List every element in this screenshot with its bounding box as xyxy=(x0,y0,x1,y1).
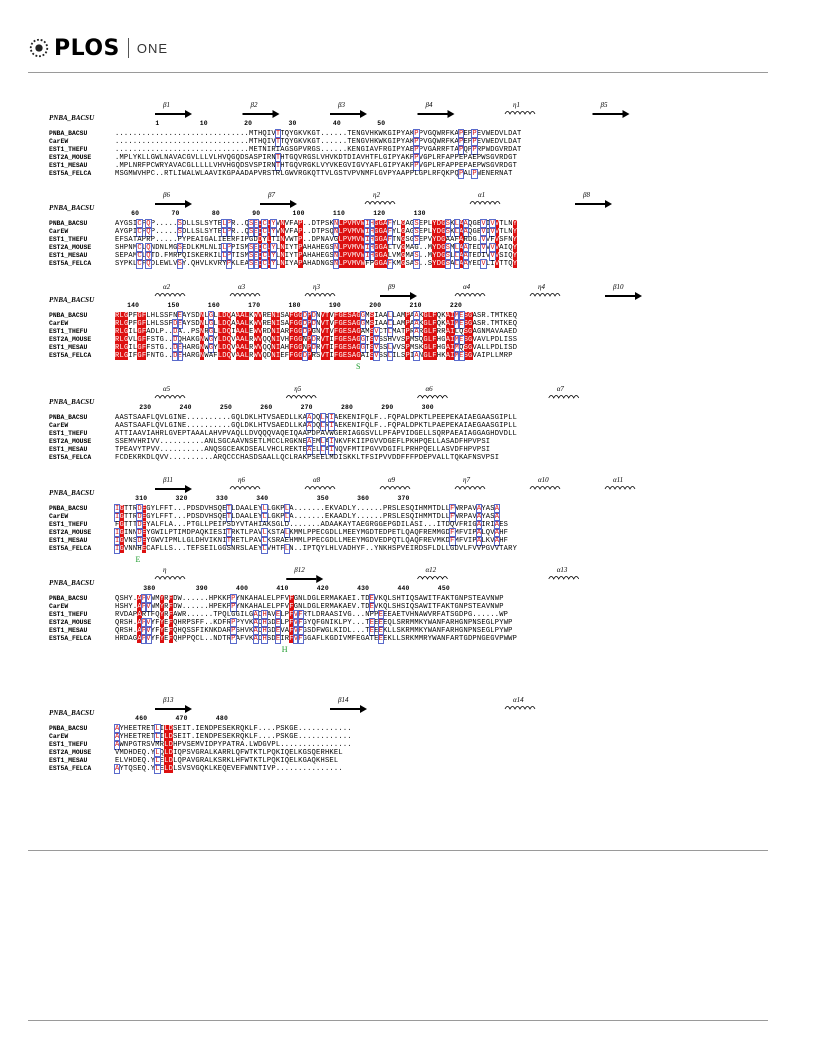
numbering-text: 60 70 80 90 100 110 120 130 xyxy=(115,210,426,217)
sequence-row xyxy=(0,446,800,454)
beta-strand-head xyxy=(410,292,417,300)
secondary-structure-row xyxy=(0,100,800,122)
helix-coil xyxy=(230,487,260,490)
beta-strand-head xyxy=(448,110,455,118)
sequence-name: EST1_MESAU xyxy=(49,344,88,351)
sequence-row xyxy=(0,220,800,228)
sequence-name: EST2A_MOUSE xyxy=(49,438,92,445)
publisher-name: PLOS xyxy=(54,35,120,61)
sequence-row xyxy=(0,635,800,643)
ss-label: α8 xyxy=(313,476,321,484)
helix-coil xyxy=(418,396,448,399)
sequence-row xyxy=(0,260,800,268)
ss-label: α3 xyxy=(238,283,246,291)
ss-label: α6 xyxy=(425,385,433,393)
position-numbers xyxy=(0,120,800,128)
sequence-name: EST2A_MOUSE xyxy=(49,529,92,536)
numbering-text: 230 240 250 260 270 280 290 300 xyxy=(115,404,434,411)
catalytic-residue-mark: S xyxy=(356,362,361,371)
sequence-name: EST1_MESAU xyxy=(49,627,88,634)
reference-label: PNBA_BACSU xyxy=(49,709,95,717)
ss-label: α14 xyxy=(513,696,524,704)
catalytic-residue-mark: H xyxy=(281,645,288,654)
reference-label: PNBA_BACSU xyxy=(49,204,95,212)
sequence-name: EST5A_FELCA xyxy=(49,545,92,552)
sequence-row xyxy=(0,749,800,757)
sequence-row xyxy=(0,454,800,462)
sequence-residues: RVDAPARTFQYRFAWR......TPQLGGILGACHAVELPFVFRTLDRAASIVG...NPPEEEAETVHNAWVRFATSGDPG......WP xyxy=(115,611,509,619)
sequence-name: EST1_MESAU xyxy=(49,162,88,169)
sequence-name: EST1_THEFU xyxy=(49,236,88,243)
ss-label: η3 xyxy=(313,283,320,291)
helix-coil xyxy=(549,396,579,399)
sequence-row xyxy=(0,603,800,611)
sequence-name: PNBA_BACSU xyxy=(49,595,88,602)
sequence-name: PNBA_BACSU xyxy=(49,220,88,227)
sequence-row xyxy=(0,537,800,545)
sequence-residues: QRSH.APVYFYEFQHRPSFF..KDFRPPYVKADHGDELPFVFGYQFGNIKLPY...TEEEEQLSRRMMKYWANFARHGNPNSEGLPYWP xyxy=(115,619,513,627)
sequence-name: EST1_THEFU xyxy=(49,328,88,335)
sequence-residues: QRSH.APVYFYEFQHQSSFIKNKDARPSHVKADHGDEVAFVFGSDFWGLKIDL...TEEEKLLSKRMMKYWANFARHGNPNSEGLPYWP xyxy=(115,627,513,635)
helix-coil xyxy=(605,487,635,490)
sequence-row xyxy=(0,422,800,430)
helix-coil xyxy=(505,112,535,115)
secondary-structure-row xyxy=(0,565,800,587)
sequence-name: CarEW xyxy=(49,422,69,429)
sequence-residues: FCDEKRKDLQVV..........ARQCCCHASDSAALLQCLRAKPSEELMDISKKLTFSIPVVDDFFFPDEPVALLTQKAFNSVPSI xyxy=(115,454,500,462)
ss-label: η7 xyxy=(463,476,470,484)
ss-label: β1 xyxy=(163,101,170,109)
sequence-residues: ELVHDEQ.YLELDLQPAVGRALKSRKLHFWTKTLPQKIQELKGAQKHSEL xyxy=(115,757,339,765)
helix-coil xyxy=(380,487,410,490)
secondary-structure-row xyxy=(0,695,800,717)
helix-coil xyxy=(365,202,395,205)
sequence-name: CarEW xyxy=(49,733,69,740)
ss-label: β12 xyxy=(294,566,305,574)
sequence-row xyxy=(0,162,800,170)
sequence-name: EST2A_MOUSE xyxy=(49,619,92,626)
secondary-structure-row xyxy=(0,475,800,497)
beta-strand-head xyxy=(605,200,612,208)
helix-coil xyxy=(530,487,560,490)
ss-label: α12 xyxy=(425,566,437,574)
sequence-row xyxy=(0,430,800,438)
sequence-residues: IGTTRDEGYLFFT...PDSDVHSQETLDAALEYLLGKPLA.......EKVADLY......PRSLESQIHMMTDLLFWRPAVAYASA xyxy=(115,505,500,513)
sequence-name: EST5A_FELCA xyxy=(49,454,92,461)
helix-coil xyxy=(505,707,535,710)
sequence-residues: ATTIAAVIAHRLGVEPTAAALAHVPVAQLLDVQQQVAQEIQAAPDPAVWGERIAGGSVLLPFAPVIDGELLSQRPAEAIAGGAGHDVDLL xyxy=(115,430,518,438)
sequence-residues: RLGIFGFFNTG..DEHARGNWAFLDQVAALRWVQDNIEFFGGDPRSVTIFGESAGAISVSSLILSPIANGLFHKAIMESGVAIPLLMRP xyxy=(115,352,513,360)
sequence-row xyxy=(0,611,800,619)
sequence-residues: IGTTRDEGYLFFT...PDSDVHSQETLDAALEYLLGKPLA.......EKAADLY......PRSLESQIHMMTDLLFWRPAVAYASA xyxy=(115,513,500,521)
sequence-residues: AYHEETRETLILDSEIT.IENDPESEKRQKLF....PSKGE............ xyxy=(115,733,352,741)
sequence-name: CarEW xyxy=(49,228,69,235)
sequence-name: EST5A_FELCA xyxy=(49,170,92,177)
sequence-name: EST1_MESAU xyxy=(49,757,88,764)
secondary-structure-row xyxy=(0,384,800,406)
helix-coil xyxy=(418,577,448,580)
sequence-row xyxy=(0,328,800,336)
sequence-row xyxy=(0,619,800,627)
sequence-row xyxy=(0,244,800,252)
ss-label: β8 xyxy=(583,191,590,199)
sequence-name: EST5A_FELCA xyxy=(49,352,92,359)
sequence-residues: AASTSAAFLQVLGINE..........GQLDKLHTVSAEDLLKAADQLRIAEKENIFQLF..FQPALDPKTLPEEPEKAIAEGAASGIPLL xyxy=(115,414,518,422)
numbering-text: 380 390 400 410 420 430 440 450 xyxy=(115,585,450,592)
sequence-name: EST1_MESAU xyxy=(49,446,88,453)
ss-label: η6 xyxy=(238,476,245,484)
sequence-row xyxy=(0,725,800,733)
beta-strand-head xyxy=(273,110,280,118)
ss-label: α13 xyxy=(556,566,568,574)
position-numbers xyxy=(0,210,800,218)
sequence-row xyxy=(0,765,800,773)
sequence-row xyxy=(0,521,800,529)
ss-label: β6 xyxy=(163,191,170,199)
sequence-row xyxy=(0,320,800,328)
sequence-row xyxy=(0,414,800,422)
ss-label: β10 xyxy=(613,283,624,291)
sequence-residues: SHPNMCLQNDNLMGSEDLKMLNLILPPISMSEDCLYLNIYTPAHAHEGSNLPVMVWIHGGALTVGMAG..MYDGSMLAATEDVVVVAIQY xyxy=(115,244,518,252)
sequence-name: EST2A_MOUSE xyxy=(49,749,92,756)
reference-label: PNBA_BACSU xyxy=(49,489,95,497)
helix-coil xyxy=(155,396,185,399)
sequence-row xyxy=(0,545,800,553)
sequence-residues: QSHY.APVWMYRFDW......HPKKPPYNKAHALELPFVFGNLDGLERMAKAEI.TDEVKQLSHTIQSAWITFAKTGNPSTEAVNWP xyxy=(115,595,504,603)
sequence-row xyxy=(0,733,800,741)
sequence-row xyxy=(0,130,800,138)
position-numbers xyxy=(0,715,800,723)
sequence-row xyxy=(0,170,800,178)
position-numbers xyxy=(0,302,800,310)
sequence-name: EST1_THEFU xyxy=(49,430,88,437)
beta-strand-head xyxy=(360,110,367,118)
sequence-residues: AYGSICPQP.....SDLLSLSYTELPR..QSEDCLYVNVFAP..DTPSKNLPVMVWIHGGAFYLGAGSEPLYDGSKLAAQGEVIVVTLNY xyxy=(115,220,518,228)
sequence-residues: MSGMWVHPC..RTLIWALWLAAVIKGPAADAPVRSTRLGWVRGKQTTVLGSTVPVNMFLGVPYAAPPLGPLRFQKPQPALPWENERNAT xyxy=(115,170,513,178)
beta-strand-head xyxy=(185,110,192,118)
sequence-row xyxy=(0,757,800,765)
sequence-residues: IGINNDEYGWILPTIMDPAQKIESITRKTLPAVLKSTALKMMLPPECGDLLMEEYMGDTEDPETLQAQFREMMGDFMFVIPALQVAHF xyxy=(115,529,509,537)
sequence-name: CarEW xyxy=(49,320,69,327)
beta-strand-head xyxy=(290,200,297,208)
sequence-name: PNBA_BACSU xyxy=(49,414,88,421)
sequence-name: EST1_THEFU xyxy=(49,611,88,618)
sequence-row xyxy=(0,741,800,749)
figure-bottom-rule xyxy=(28,850,768,851)
reference-label: PNBA_BACSU xyxy=(49,579,95,587)
sequence-row xyxy=(0,352,800,360)
sequence-residues: RLGVLGFFSTG..DQHAKGNWGYLDQVAALRWVQQNIVHFGGNPDRVTIFGESAGGTSVSSHVVSPMSQGLFHGAIMESGVAVLPDLISS xyxy=(115,336,518,344)
sequence-residues: AYTQSEQ.YLELDLSVSVGQKLKEQEVEFWNNTIVP............... xyxy=(115,765,343,773)
numbering-text: 140 150 160 170 180 190 200 210 220 xyxy=(115,302,463,309)
sequence-row xyxy=(0,252,800,260)
sequence-name: CarEW xyxy=(49,603,69,610)
sequence-residues: IGVNSDEYGWVIPMLLGLDHVIKNITRETLPAVLKSRAEHMMLPPECGDLLMEEYMGDVEDPQTLQAQFREVMKDFMFVIPALKVAHF xyxy=(115,537,509,545)
ss-label: α4 xyxy=(463,283,471,291)
numbering-text: 460 470 480 xyxy=(115,715,228,722)
ss-label: η1 xyxy=(513,101,520,109)
helix-coil xyxy=(155,577,185,580)
position-numbers xyxy=(0,495,800,503)
sequence-row xyxy=(0,146,800,154)
position-numbers xyxy=(0,404,800,412)
sequence-residues: .MPLNRFPCWRYAVACGLLLLLVHVHGQDSVSPIRNTHTGQVRGKLVYVKEGVIGVYAFLGIPYAKPPVGPLRFAPPEPAEPWSGVRDGT xyxy=(115,162,518,170)
sequence-name: PNBA_BACSU xyxy=(49,312,88,319)
catalytic-residue-mark: E xyxy=(135,555,141,564)
ss-label: η2 xyxy=(373,191,380,199)
sequence-name: EST2A_MOUSE xyxy=(49,244,92,251)
sequence-residues: RLGILGFADLP..DA..PSNRGLLDQIAALEWVRDNIARFGGDPGNVTVFGESAGAMSVCTLMATPRARGLFRRAILQSGAGNMAVAAED xyxy=(115,328,518,336)
position-numbers xyxy=(0,585,800,593)
helix-coil xyxy=(305,487,335,490)
ss-label: α5 xyxy=(163,385,171,393)
sequence-name: PNBA_BACSU xyxy=(49,725,88,732)
sequence-row xyxy=(0,312,800,320)
sequence-row xyxy=(0,154,800,162)
sequence-row xyxy=(0,438,800,446)
sequence-row xyxy=(0,138,800,146)
ss-label: α2 xyxy=(163,283,171,291)
ss-label: β2 xyxy=(250,101,258,109)
sequence-name: EST2A_MOUSE xyxy=(49,154,92,161)
sequence-residues: .MPLYKLLGWLNAVACGVLLLVLHVQGQDSASPIRNTHTGQVRGSLVHVKDTDIAVHTFLGIPYAKPPVGPLRFAPPEPAEPWSGVRDGT xyxy=(115,154,518,162)
sequence-residues: HRDAGAPVYFYEFQHPPQCL..NDTRPAFVKADHSDEIRFVFGGAFLKGDIVMFEGATEEEKLLSRKMMRYWANFARTGDPNGEGVPWWP xyxy=(115,635,518,643)
sequence-residues: AWNPGTRSVMRLDHPVSEMVIDPYPATRA.LWDGVPL................ xyxy=(115,741,352,749)
helix-coil xyxy=(230,294,260,297)
sequence-row xyxy=(0,513,800,521)
helix-coil xyxy=(305,294,335,297)
sequence-row xyxy=(0,344,800,352)
ss-label: η4 xyxy=(538,283,545,291)
sequence-name: EST1_MESAU xyxy=(49,252,88,259)
sequence-residues: RLGPFGFLHLSSFNEAYSDNLGLLDQAAALKWVRENISAFGGDPDNVTVFGESAGGMSIAALLAMPAAKGLFQKAIMESGASR.TMTKEQ xyxy=(115,312,518,320)
ss-label: α9 xyxy=(388,476,396,484)
sequence-name: EST5A_FELCA xyxy=(49,765,92,772)
sequence-row xyxy=(0,627,800,635)
ss-label: β5 xyxy=(600,101,608,109)
sequence-row xyxy=(0,336,800,344)
beta-strand-head xyxy=(316,575,323,583)
sequence-name: EST1_THEFU xyxy=(49,146,88,153)
sequence-name: EST1_THEFU xyxy=(49,521,88,528)
sequence-residues: SSEMVHRIVV..........ANLSGCAAVNSETLMCCLRGKNEAEMLAINKVFKIIPGVVDGEFLPKHPQELLASADFHPVPSI xyxy=(115,438,491,446)
sequence-name: PNBA_BACSU xyxy=(49,130,88,137)
beta-strand-head xyxy=(185,485,192,493)
page-footer-rule xyxy=(28,1020,768,1021)
ss-label: α11 xyxy=(613,476,624,484)
helix-coil xyxy=(549,577,579,580)
ss-label: β7 xyxy=(268,191,275,199)
ss-label: β9 xyxy=(388,283,395,291)
numbering-text: 310 320 330 340 350 360 370 xyxy=(115,495,410,502)
sequence-row xyxy=(0,595,800,603)
sequence-name: PNBA_BACSU xyxy=(49,505,88,512)
sequence-name: EST5A_FELCA xyxy=(49,260,92,267)
journal-name: ONE xyxy=(136,40,169,56)
beta-strand-head xyxy=(185,200,192,208)
secondary-structure-row xyxy=(0,190,800,212)
ss-label: β11 xyxy=(163,476,173,484)
sequence-name: EST2A_MOUSE xyxy=(49,336,92,343)
sequence-residues: TPEAVYTPVV..........ANQSGCEAKDSEALVHCLREKTEAELLAINQVFMTIPGVVDGIFLPRHPQELLASVDFHPVPSI xyxy=(115,446,491,454)
ss-label: η xyxy=(163,566,167,574)
sequence-residues: AYHEETRETLILDSEIT.IENDPESEKRQKLF....PSKGE............ xyxy=(115,725,352,733)
sequence-residues: VMDHDEQ.YLQLDIQPSVGRALKARRLQFWTKTLPQKIQELKGSQERHKEL xyxy=(115,749,343,757)
reference-label: PNBA_BACSU xyxy=(49,398,95,406)
reference-label: PNBA_BACSU xyxy=(49,296,95,304)
helix-coil xyxy=(470,202,500,205)
sequence-residues: IGVNNHECAFLLS...TEFSEILGGSNRSLAEYLVHTFLN..IPTQYLHLVADHYF..YNKHSPVEIRDSFLDLLGDVLFVVPGVVTARY xyxy=(115,545,518,553)
beta-strand-head xyxy=(635,292,642,300)
ss-label: β4 xyxy=(425,101,433,109)
helix-coil xyxy=(286,396,316,399)
sequence-residues: FGTTTDEYALFLA...PTGLLPEIPSDYVTAHIAKSGLD.......ADAAKAYTAEGRGGEPGDILASI...ITDQVFRIGAIRIAES xyxy=(115,521,509,529)
reference-label: PNBA_BACSU xyxy=(49,114,95,122)
helix-coil xyxy=(155,294,185,297)
helix-coil xyxy=(530,294,560,297)
sequence-row xyxy=(0,529,800,537)
sequence-name: EST1_THEFU xyxy=(49,741,88,748)
ss-label: β14 xyxy=(338,696,349,704)
sequence-residues: AYGPICPQP.....SDLLSLSYTELPR..QSEDCLYVNVFAP..DTPSQNLPVMVWIHGGAFYLGAGSEPLYDGSKLAAQGEVIVVTLNY xyxy=(115,228,518,236)
sequence-residues: ..............................METNIRIAGSGPVRGS......KENGIAVFRGIPYAEPPVGARRFTAPQPPRPWDGVRDAT xyxy=(115,146,522,154)
sequence-name: EST1_MESAU xyxy=(49,537,88,544)
sequence-residues: ..............................MTHQIVTTQYGKVKGT......TENGVHKWKGIPYAKPPVGQWRFKAPEPPEVWEDVLDAT xyxy=(115,138,522,146)
beta-strand-head xyxy=(360,705,367,713)
secondary-structure-row xyxy=(0,282,800,304)
sequence-row xyxy=(0,505,800,513)
sequence-name: CarEW xyxy=(49,138,69,145)
ss-label: η5 xyxy=(294,385,302,393)
sequence-residues: EFSATAPRP.....PYPEAIGALIEERFIPGDDYLTINVWTP..DPNAVGLPVMVWIHGGAFTNGSGSEPVYDGAAFARDG.VVFVSFNY xyxy=(115,236,518,244)
beta-strand-head xyxy=(185,705,192,713)
ss-label: α7 xyxy=(556,385,564,393)
sequence-name: EST5A_FELCA xyxy=(49,635,92,642)
sequence-row xyxy=(0,236,800,244)
ss-label: α10 xyxy=(538,476,549,484)
sequence-residues: RLGILGFFSTG..DEHARGNWGYLDQVAALRWVQQNIAHFGGNPDRVTIFGESAGGTSVSSLVVSPMSKGLFHGAIMQSGVALLPDLISD xyxy=(115,344,518,352)
sequence-residues: SEPAMCLQTD.FMRPQISKERKILLPTISMSEDCLYLNIYTPAHAHEGSNLPVMVWIHGGALVMGMAS..MYDGSLLAATEDIVVVSIQY xyxy=(115,252,518,260)
beta-strand-head xyxy=(623,110,630,118)
sequence-residues: SYPKLCFQDLEWLVSY.QHVLKVRYPKLEASEDCLYLNIYAPAHADNGSNLPVMVWFPGGAFKMGSAS..SYDGSALAAYEDVLIVTTQY xyxy=(115,260,518,268)
helix-coil xyxy=(455,294,485,297)
sequence-name: CarEW xyxy=(49,513,69,520)
ss-label: β13 xyxy=(163,696,174,704)
sequence-residues: RLGPFGFLHLSSFDEAYSDNLGLLDQAAALKWVRENISAFGGDPDNVTVFGESAGGMSIAALLAMPAAKGLFQKAIMESGASR.TMTKEQ xyxy=(115,320,518,328)
helix-coil xyxy=(455,487,485,490)
sequence-residues: HSHY.APVWMYRFDW......HPEKPPYNKAHALELPFVFGNLDGLERMAKAEV.TDEVKQLSHSIQSAWITFAKTGNPSTEAVNWP xyxy=(115,603,504,611)
sequence-row xyxy=(0,228,800,236)
numbering-text: 1 10 20 30 40 50 xyxy=(115,120,386,127)
ss-label: β3 xyxy=(338,101,345,109)
sequence-residues: AASTSAAFLQVLGINE..........GQLDKLHTVSAEDLLKAADQLRIAEKENIFQLF..FQPALDPKTLPAEPEKAIAEGAASGIPLL xyxy=(115,422,518,430)
sequence-residues: ..............................MTHQIVTTQYGKVKGT......TENGVHKWKGIPYAKPPVGQWRFKAPEPPEVWEDVLDAT xyxy=(115,130,522,138)
ss-label: α1 xyxy=(478,191,486,199)
